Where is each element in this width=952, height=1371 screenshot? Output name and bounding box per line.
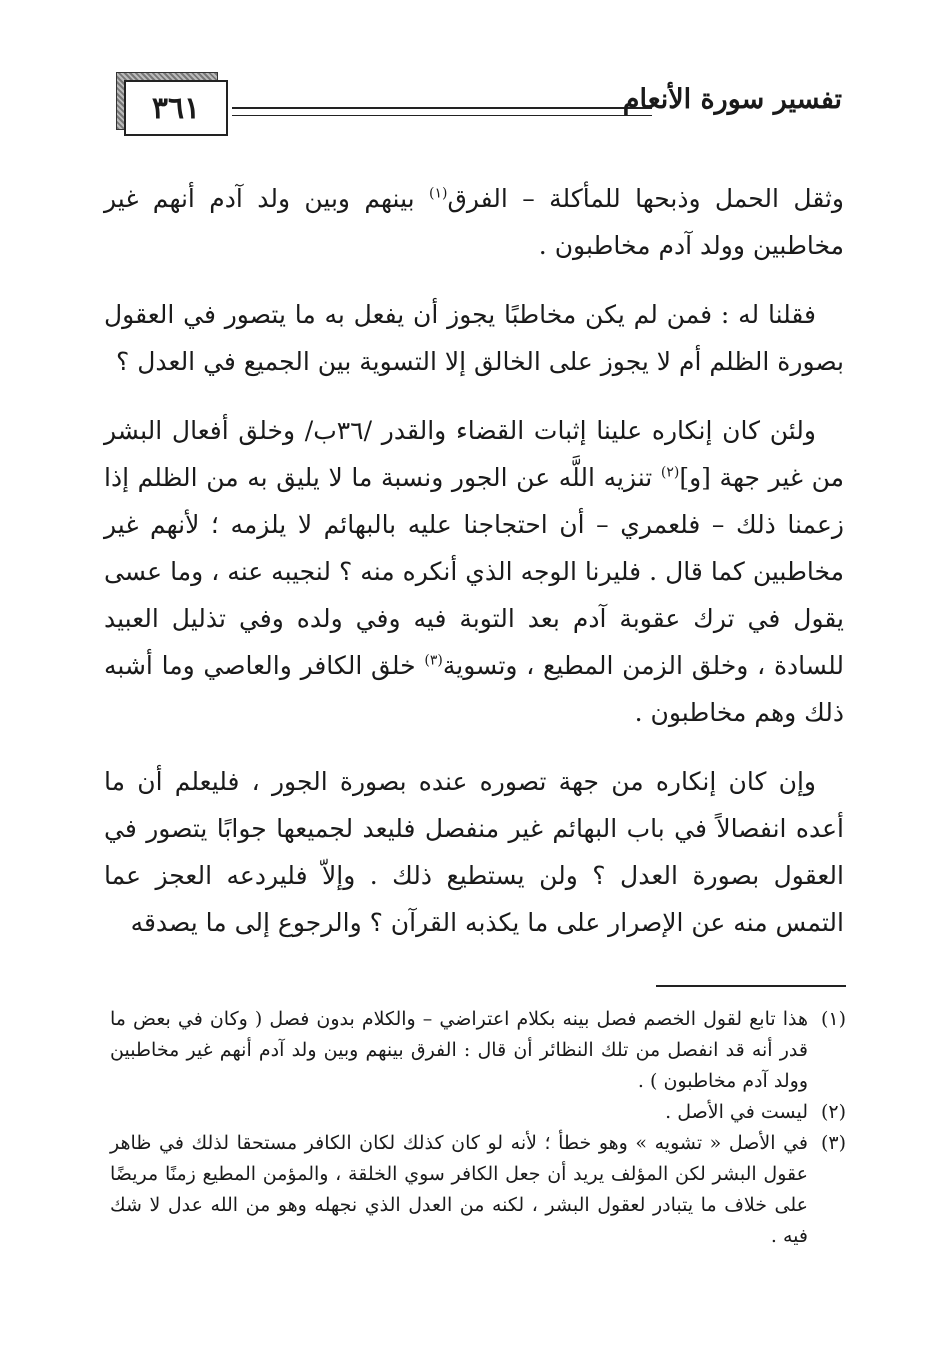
paragraph-3-end: خلق الكافر والعاصي وما أشبه ذلك وهم مخاطبون .	[104, 651, 844, 727]
footnote-1	[110, 1004, 846, 1097]
footnote-2	[110, 1097, 846, 1128]
header-rule	[232, 107, 652, 116]
paragraph-1-start: وثقل الحمل وذبحها للمأكلة – الفرق	[447, 184, 844, 213]
footnote-ref-1: (١)	[429, 185, 448, 202]
paragraph-1-end: بينهم وبين ولد آدم أنهم غير مخاطبين وولد آدم مخاطبون .	[104, 184, 844, 260]
paragraph-2: فقلنا له : فمن لم يكن مخاطبًا يجوز أن يفعل به ما يتصور في العقول بصورة الظلم أم لا يجوز على الخالق إلا التسوية بين الجميع في العدل ؟	[104, 300, 844, 376]
running-title: تفسير سورة الأنعام	[622, 84, 842, 115]
footnote-separator	[656, 985, 846, 987]
footnote-1-text: هذا تابع لقول الخصم فصل بينه بكلام اعتراضي – والكلام بدون فصل ( وكان في بعض ما قدر أنه قد انفصل من تلك النظائر أن قال : الفرق بينهم وبين ولد آدم أنهم غير مخاطبين وولد آدم مخاطبون ) .	[110, 1008, 808, 1092]
footnote-1-number: (١)	[820, 1008, 846, 1030]
paragraph-3-middle: تنزيه اللَّه عن الجور ونسبة ما لا يليق به من الظلم إذا زعمنا ذلك – فلعمري – أن احتجاجنا عليه بالبهائم لا يلزمه ؛ لأنهم غير مخاطبين كما قال . فليرنا الوجه الذي أنكره منه ؟ لنجيبه عنه ، وما عسى يقول في ترك عقوبة آدم بعد التوبة فيه وفي ولده وفي تذليل العبيد للسادة ، وخلق الزمن المطيع ، وتسوية	[104, 463, 844, 680]
footnote-2-number: (٢)	[820, 1101, 846, 1123]
footnote-ref-2: (٢)	[660, 464, 680, 481]
main-text	[104, 175, 844, 968]
paragraph-3	[104, 407, 844, 736]
paragraph-1	[104, 175, 844, 269]
paragraph-4: وإن كان إنكاره من جهة تصوره عنده بصورة الجور ، فليعلم أن ما أعده انفصالاً في باب البهائم غير منفصل فليعد لجميعها جوابًا يتصور في العقول بصورة العدل ؟ ولن يستطيع ذلك . وإلاّ فليردعه العجز عما التمس منه عن الإصرار على ما يكذبه القرآن ؟ والرجوع إلى ما يصدقه	[104, 767, 844, 937]
footnote-ref-3: (٣)	[424, 652, 443, 669]
page-number: ٣٦١	[124, 80, 228, 136]
footnote-3	[110, 1128, 846, 1252]
paragraph-3-start: ولئن كان إنكاره علينا إثبات القضاء والقدر /٣٦ب/ وخلق أفعال البشر من غير جهة [و]	[104, 416, 844, 492]
footnote-3-number: (٣)	[820, 1132, 846, 1154]
footnote-3-text: في الأصل « تشويه » وهو خطأ ؛ لأنه لو كان كذلك لكان الكافر مستحقا لذلك في ظاهر عقول البشر لكن المؤلف يريد أن جعل الكافر سوي الخلقة ، والمؤمن المطيع زمنًا مريضًا على خلاف ما يتبادر لعقول البشر ، لكنه من العدل الذي نجهله وهو من الله عدل لا شك فيه .	[110, 1132, 808, 1247]
footnotes	[110, 1004, 846, 1252]
page-number-box	[116, 72, 226, 136]
footnote-2-text: ليست في الأصل .	[665, 1101, 808, 1123]
page-header	[0, 0, 952, 150]
